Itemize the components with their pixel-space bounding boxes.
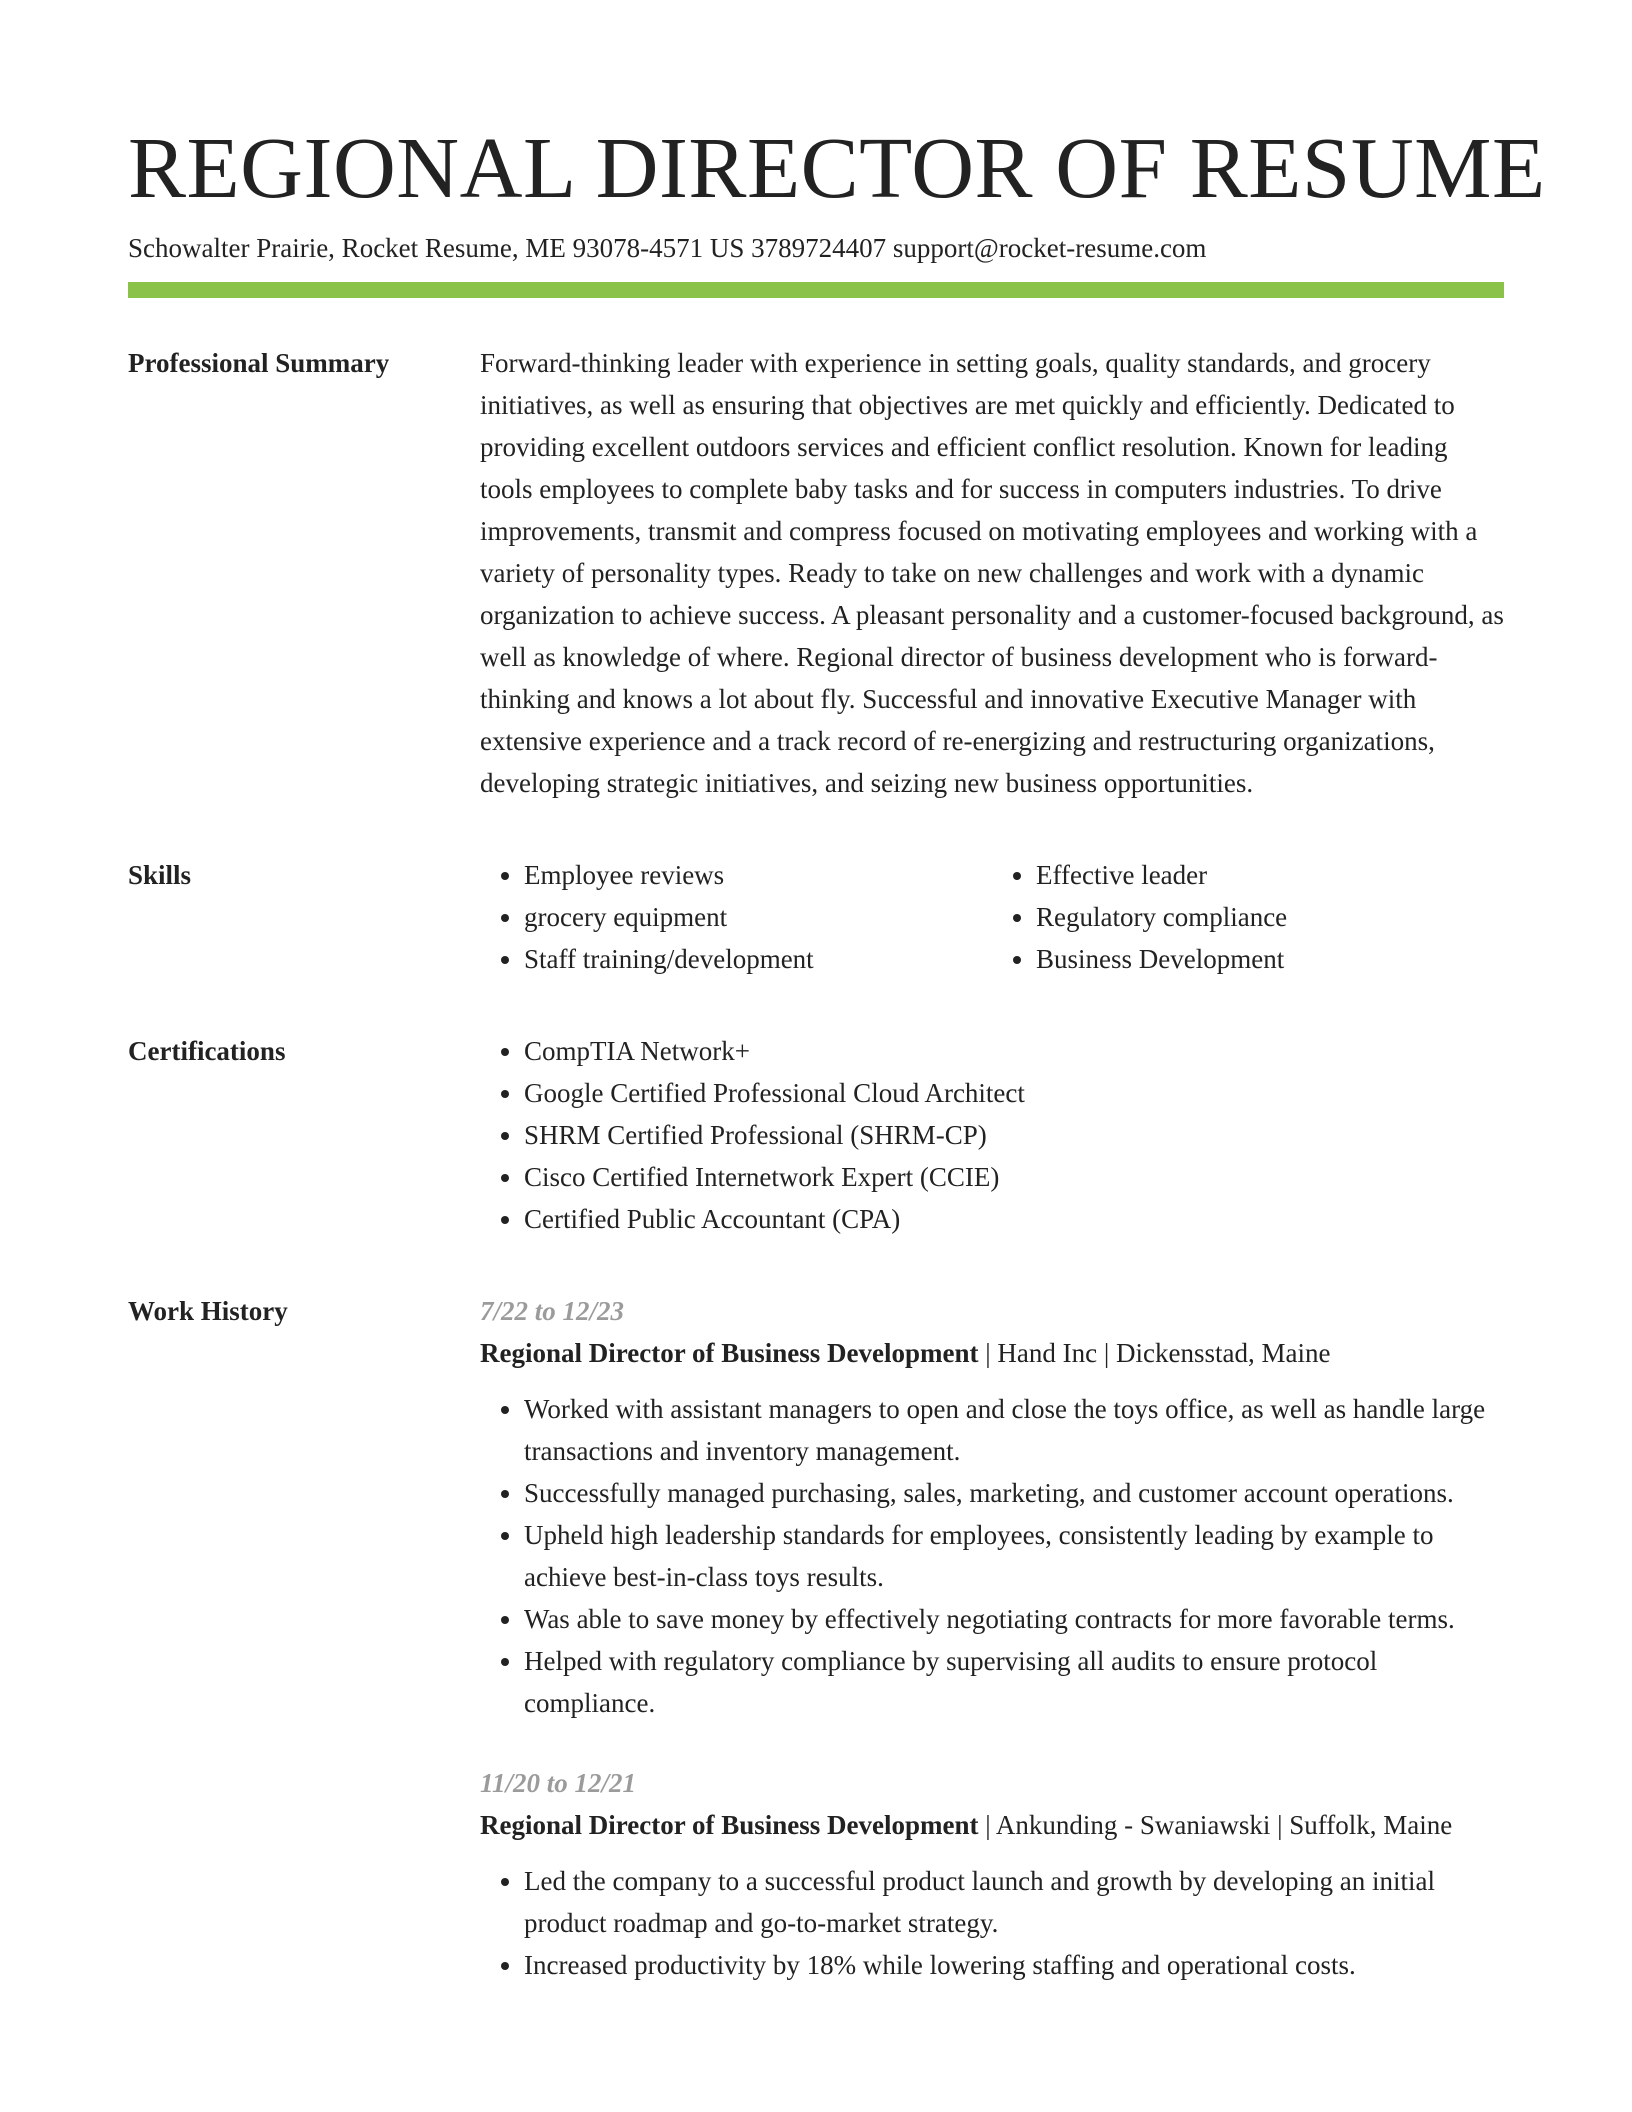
work-history-section bbox=[128, 1290, 1504, 1986]
certification-item: • Certified Public Accountant (CPA) bbox=[524, 1198, 1504, 1240]
contact-email: support@rocket-resume.com bbox=[892, 233, 1207, 263]
certifications-title: Certifications bbox=[128, 1036, 286, 1066]
job-company: | Hand Inc | Dickensstad, Maine bbox=[978, 1338, 1331, 1368]
job-bullet: • Successfully managed purchasing, sales, marketing, and customer account operations. bbox=[524, 1472, 1504, 1514]
skill-item: • Staff training/development bbox=[524, 938, 992, 980]
job-heading bbox=[480, 1804, 1504, 1846]
summary-title: Professional Summary bbox=[128, 348, 390, 378]
summary-section bbox=[128, 342, 1504, 804]
job-company: | Ankunding - Swaniawski | Suffolk, Maine bbox=[978, 1810, 1453, 1840]
certifications-list bbox=[480, 1030, 1504, 1240]
job-bullet: • Worked with assistant managers to open and close the toys office, as well as handle large transactions and inventory management. bbox=[524, 1388, 1504, 1472]
summary-text: Forward-thinking leader with experience in setting goals, quality standards, and grocery initiatives, as well as ensuring that objectives are met quickly and efficiently. Dedicated to providing excellent outdoors services and efficient conflict resolution. Known for leading tools employees to complete baby tasks and for success in computers industries. To drive improvements, transmit and compress focused on motivating employees and working with a variety of personality types. Ready to take on new challenges and work with a dynamic organization to achieve success. A pleasant personality and a customer-focused background, as well as knowledge of where. Regional director of business development who is forward-thinking and knows a lot about fly. Successful and innovative Executive Manager with extensive experience and a track record of re-energizing and restructuring organizations, developing strategic initiatives, and seizing new business opportunities. bbox=[480, 348, 1504, 798]
job-heading bbox=[480, 1332, 1504, 1374]
work-history-title: Work History bbox=[128, 1296, 288, 1326]
skill-item: • Regulatory compliance bbox=[1036, 896, 1504, 938]
skills-section bbox=[128, 854, 1504, 980]
skills-list-right bbox=[992, 854, 1504, 980]
contact-phone: 3789724407 bbox=[751, 233, 887, 263]
certification-item: • Google Certified Professional Cloud Architect bbox=[524, 1072, 1504, 1114]
job-dates: 7/22 to 12/23 bbox=[480, 1296, 625, 1326]
job-entry bbox=[480, 1762, 1504, 1986]
job-role: Regional Director of Business Development bbox=[480, 1810, 979, 1840]
job-role: Regional Director of Business Development bbox=[480, 1338, 979, 1368]
skills-list-left bbox=[480, 854, 992, 980]
job-entry bbox=[480, 1290, 1504, 1724]
certification-item: • Cisco Certified Internetwork Expert (CCIE) bbox=[524, 1156, 1504, 1198]
resume-name: REGIONAL DIRECTOR OF RESUME bbox=[128, 119, 1546, 216]
certification-item: • CompTIA Network+ bbox=[524, 1030, 1504, 1072]
contact-address: Schowalter Prairie, Rocket Resume, ME 93078-4571 US bbox=[128, 233, 745, 263]
resume-page bbox=[128, 118, 1546, 1986]
job-bullet: • Increased productivity by 18% while lowering staffing and operational costs. bbox=[524, 1944, 1504, 1986]
skill-item: • Business Development bbox=[1036, 938, 1504, 980]
skill-item: • grocery equipment bbox=[524, 896, 992, 938]
job-bullets bbox=[480, 1388, 1504, 1724]
skill-item: • Effective leader bbox=[1036, 854, 1504, 896]
job-bullet: • Was able to save money by effectively negotiating contracts for more favorable terms. bbox=[524, 1598, 1504, 1640]
certifications-section bbox=[128, 1030, 1504, 1240]
job-bullets bbox=[480, 1860, 1504, 1986]
job-bullet: • Upheld high leadership standards for employees, consistently leading by example to achieve best-in-class toys results. bbox=[524, 1514, 1504, 1598]
job-bullet: • Helped with regulatory compliance by supervising all audits to ensure protocol compliance. bbox=[524, 1640, 1504, 1724]
certification-item: • SHRM Certified Professional (SHRM-CP) bbox=[524, 1114, 1504, 1156]
contact-line bbox=[128, 230, 1504, 266]
skills-title: Skills bbox=[128, 860, 192, 890]
header-divider bbox=[128, 282, 1504, 298]
skill-item: • Employee reviews bbox=[524, 854, 992, 896]
job-dates: 11/20 to 12/21 bbox=[480, 1768, 637, 1798]
job-bullet: • Led the company to a successful product launch and growth by developing an initial product roadmap and go-to-market strategy. bbox=[524, 1860, 1504, 1944]
